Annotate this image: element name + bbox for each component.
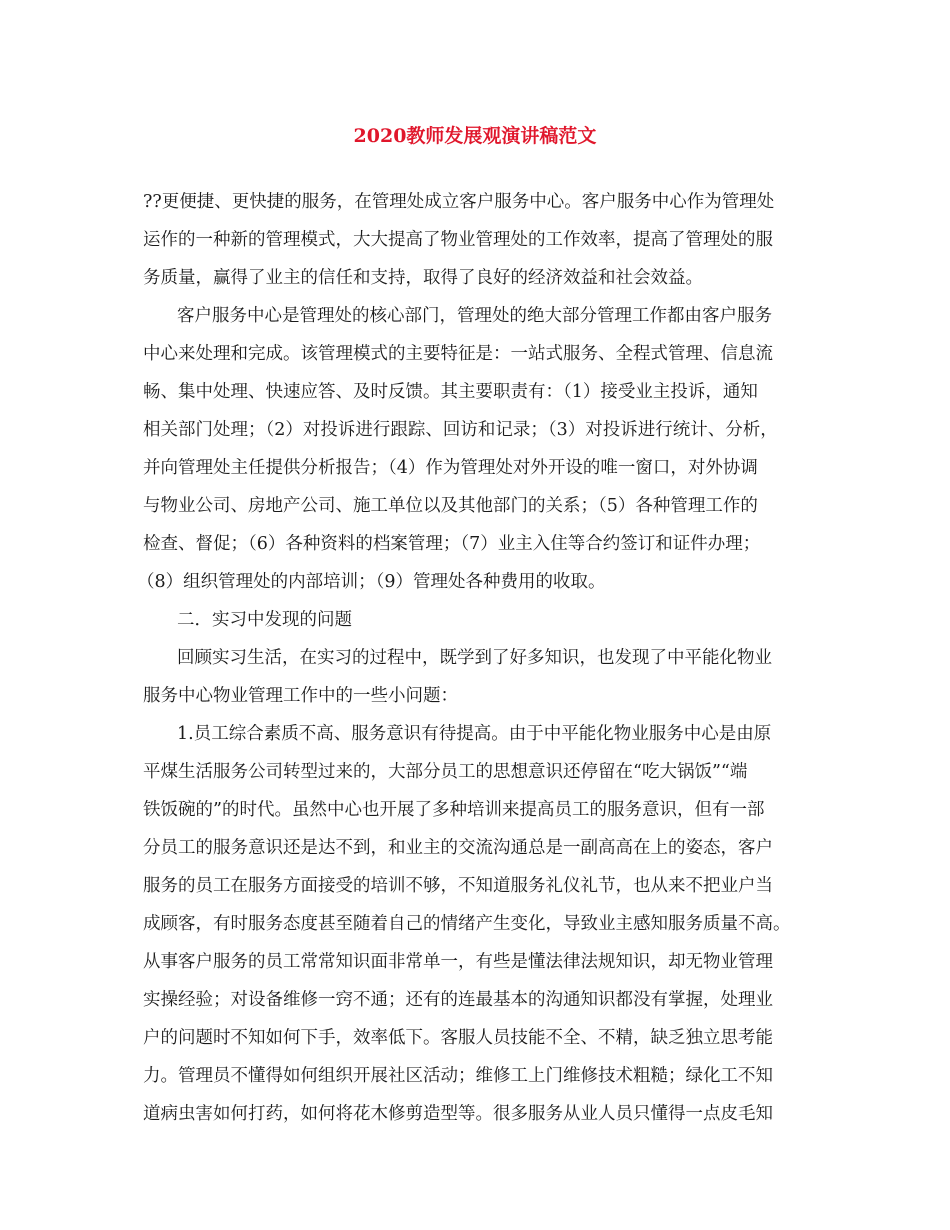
body-line: 分员工的服务意识还是达不到，和业主的交流沟通总是一副高高在上的姿态，客户	[143, 838, 773, 858]
body-line: 实操经验；对设备维修一窍不通；还有的连最基本的沟通知识都没有掌握，处理业	[143, 990, 773, 1010]
body-line: 与物业公司、房地产公司、施工单位以及其他部门的关系；（5）各种管理工作的	[143, 496, 758, 516]
body-line: 平煤生活服务公司转型过来的，大部分员工的思想意识还停留在“吃大锅饭”“端	[143, 762, 748, 782]
body-line: 检查、督促；（6）各种资料的档案管理；（7）业主入住等合约签订和证件办理；	[143, 534, 761, 554]
body-line: 中心来处理和完成。该管理模式的主要特征是：一站式服务、全程式管理、信息流	[143, 344, 773, 364]
section-heading: 二．实习中发现的问题	[177, 610, 352, 630]
body-line: 从事客户服务的员工常常知识面非常单一，有些是懂法律法规知识，却无物业管理	[143, 952, 773, 972]
body-line: 运作的一种新的管理模式，大大提高了物业管理处的工作效率，提高了管理处的服	[143, 230, 773, 250]
body-line: 力。管理员不懂得如何组织开展社区活动；维修工上门维修技术粗糙；绿化工不知	[143, 1066, 773, 1086]
body-line: （8）组织管理处的内部培训；（9）管理处各种费用的收取。	[137, 572, 606, 592]
body-line: 务质量，赢得了业主的信任和支持，取得了良好的经济效益和社会效益。	[143, 268, 703, 288]
body-line: 道病虫害如何打药，如何将花木修剪造型等。很多服务从业人员只懂得一点皮毛知	[143, 1104, 773, 1124]
body-line: 服务中心物业管理工作中的一些小问题：	[143, 686, 458, 706]
body-line: 服务的员工在服务方面接受的培训不够，不知道服务礼仪礼节，也从来不把业户当	[143, 876, 773, 896]
body-line: 相关部门处理；（2）对投诉进行跟踪、回访和记录；（3）对投诉进行统计、分析，	[143, 420, 778, 440]
body-line: 铁饭碗的”的时代。虽然中心也开展了多种培训来提高员工的服务意识，但有一部	[143, 800, 765, 820]
body-line: 并向管理处主任提供分析报告；（4）作为管理处对外开设的唯一窗口，对外协调	[143, 458, 758, 478]
body-line: 畅、集中处理、快速应答、及时反馈。其主要职责有：（1）接受业主投诉，通知	[143, 382, 758, 402]
body-line: 客户服务中心是管理处的核心部门，管理处的绝大部分管理工作都由客户服务	[177, 306, 772, 326]
document-title: 2020教师发展观演讲稿范文	[353, 125, 597, 147]
body-line: 户的问题时不知如何下手，效率低下。客服人员技能不全、不精，缺乏独立思考能	[143, 1028, 773, 1048]
body-line: ??更便捷、更快捷的服务，在管理处成立客户服务中心。客户服务中心作为管理处	[143, 192, 775, 212]
body-line: 回顾实习生活，在实习的过程中，既学到了好多知识，也发现了中平能化物业	[177, 648, 772, 668]
body-line: 成顾客，有时服务态度甚至随着自己的情绪产生变化，导致业主感知服务质量不高。	[143, 914, 791, 934]
body-line: 1.员工综合素质不高、服务意识有待提高。由于中平能化物业服务中心是由原	[177, 724, 772, 744]
